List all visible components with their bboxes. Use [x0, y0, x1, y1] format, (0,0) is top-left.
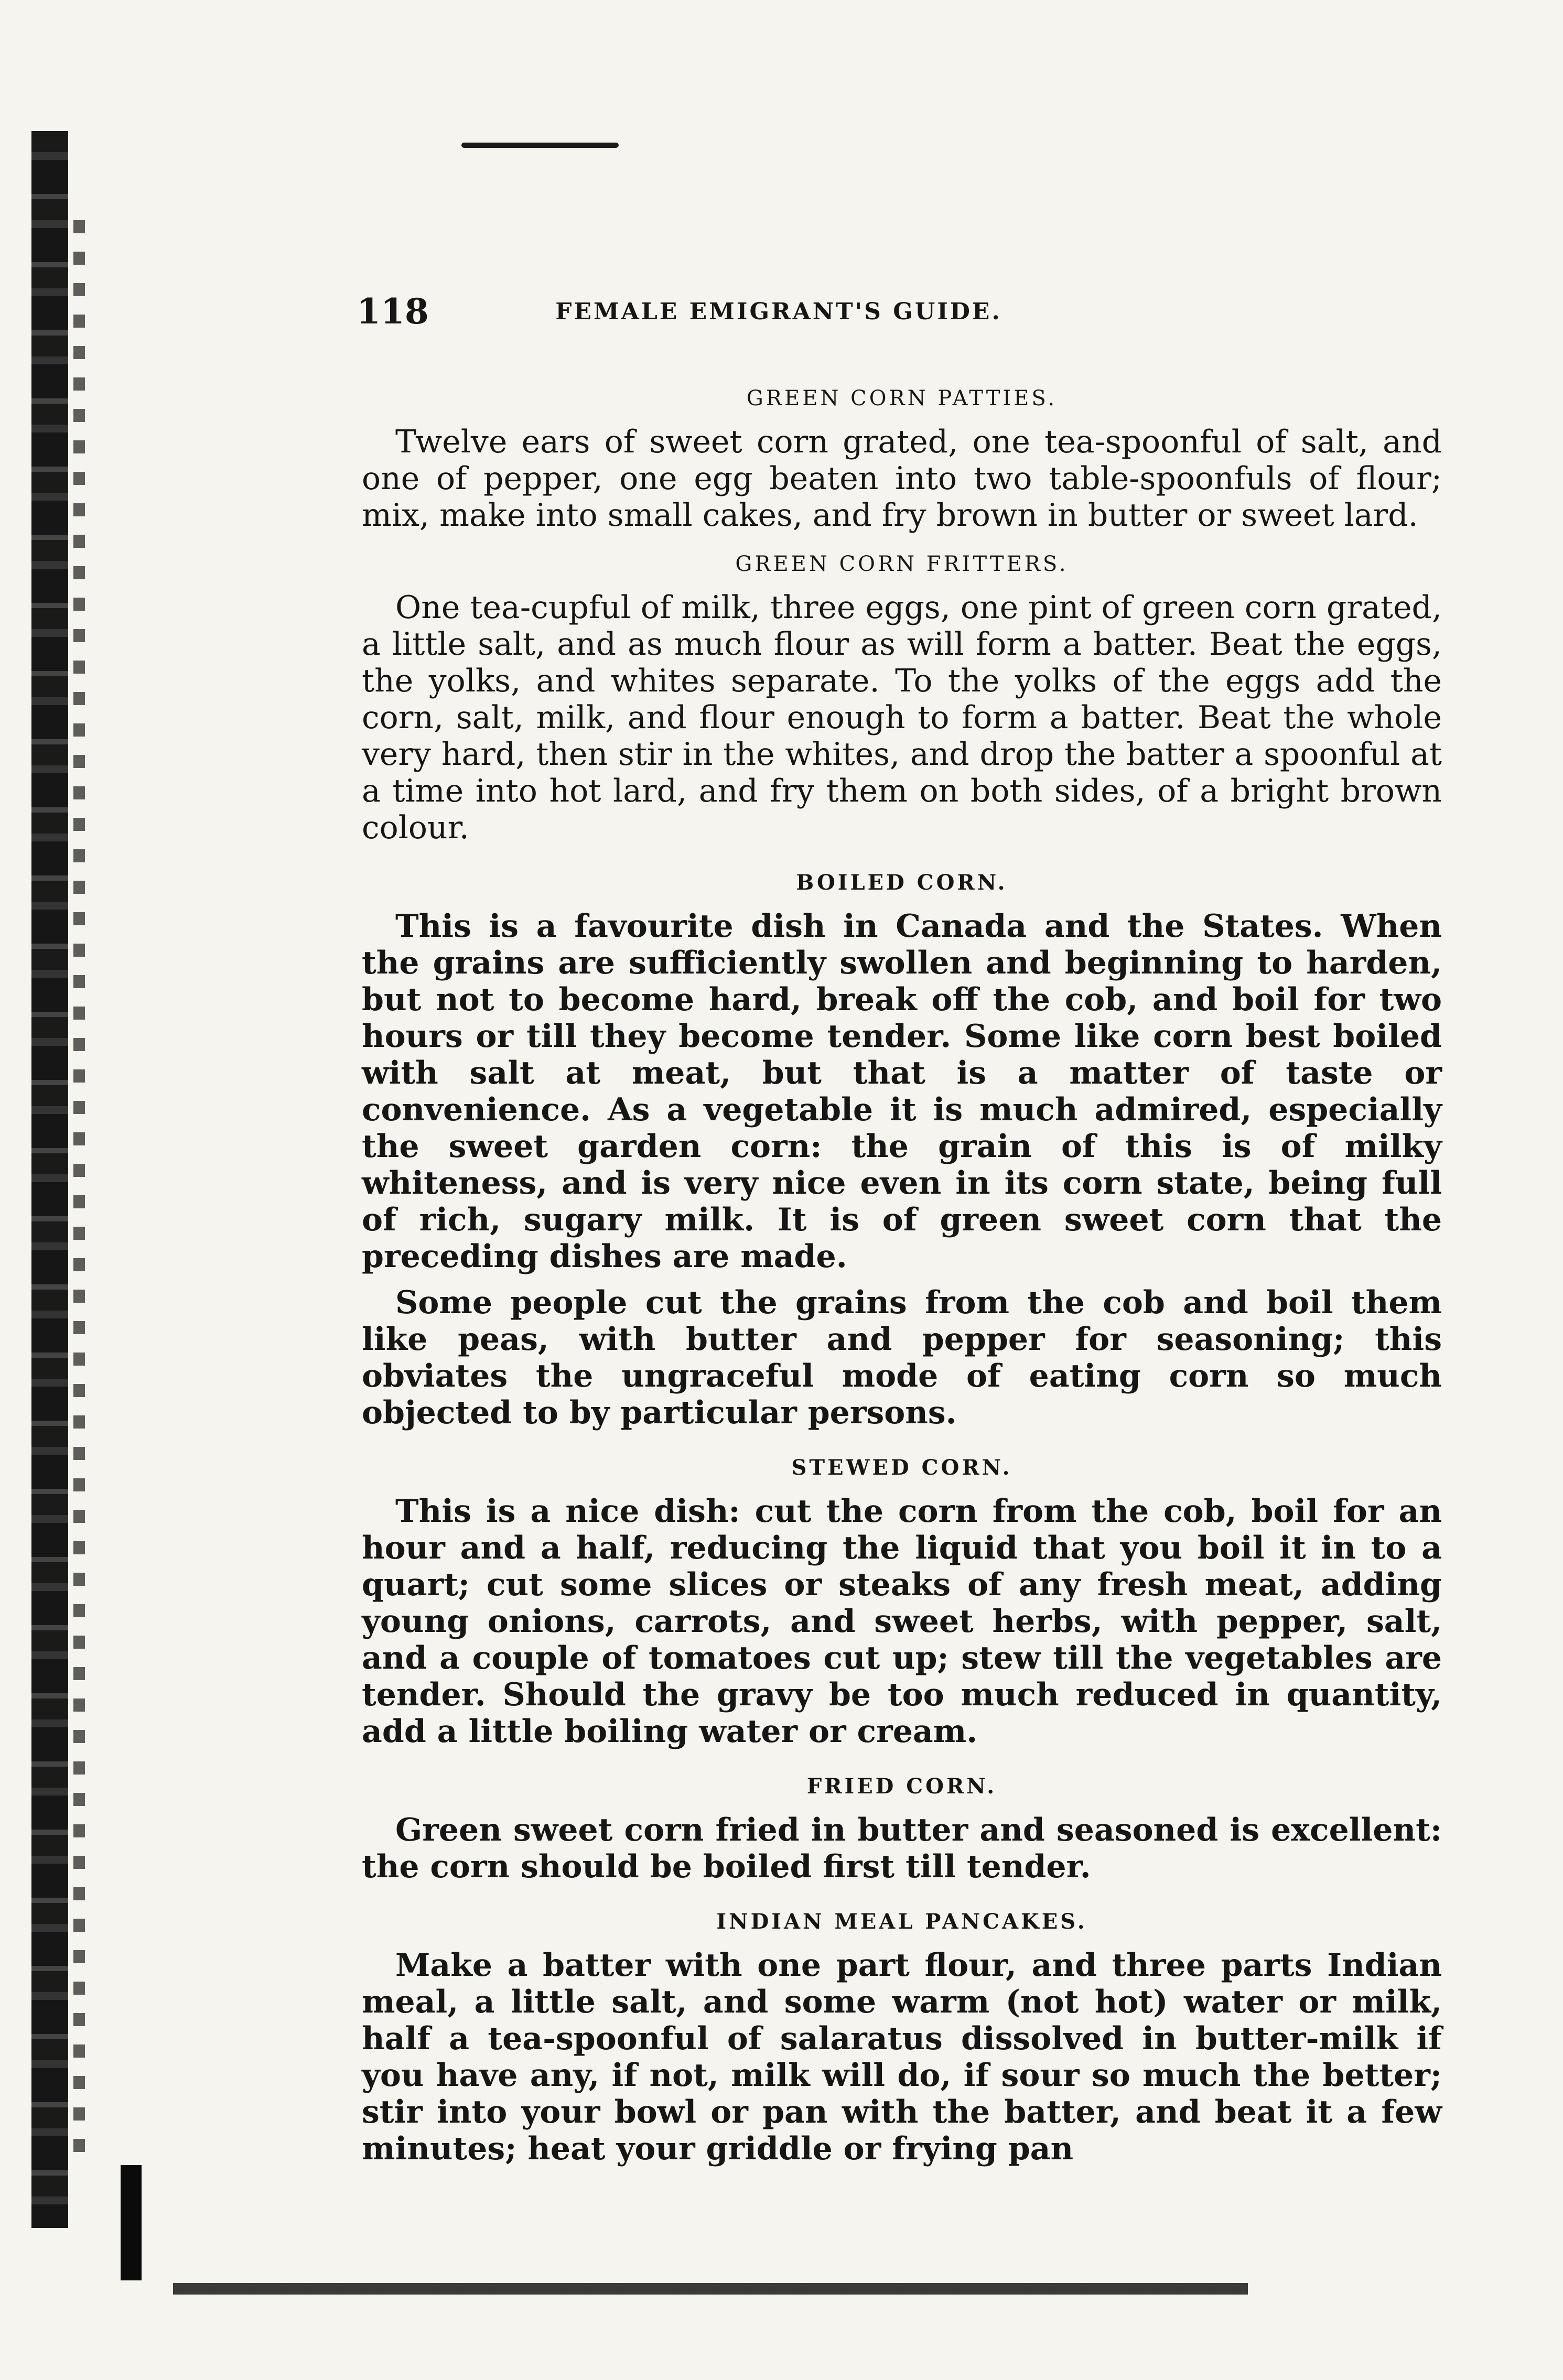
section-title-fried-corn: FRIED CORN.: [806, 1774, 997, 1799]
binding-edge-block: [121, 2165, 142, 2280]
paragraph-boiled-corn-2: Some people cut the grains from the cob and boil them like peas, with butter and pepper for seasoning; this obviates the ungraceful mode of eating corn so much objected to by particular persons.: [362, 1284, 1442, 1431]
page-body: [362, 383, 1442, 2167]
section-title-stewed-corn: STEWED CORN.: [791, 1455, 1012, 1480]
paragraph-green-corn-fritters: One tea-cupful of milk, three eggs, one pint of green corn grated, a little salt, and as much flour as will form a batter. Beat the eggs, the yolks, and whites separate. To the yolks of the eggs add the corn, salt, milk, and flour enough to form a batter. Beat the whole very hard, then stir in the whites, and drop the batter a spoonful at a time into hot lard, and fry them on both sides, of a bright brown colour.: [362, 589, 1442, 846]
running-title: FEMALE EMIGRANT'S GUIDE.: [555, 298, 1002, 325]
section-title-indian-meal-pancakes: INDIAN MEAL PANCAKES.: [716, 1909, 1087, 1934]
top-ornament-rule: [461, 143, 619, 148]
paragraph-indian-meal-pancakes: Make a batter with one part flour, and three parts Indian meal, a little salt, and some warm (not hot) water or milk, half a tea-spoonful of salaratus dissolved in butter-milk if you have any, if not, milk will do, if sour so much the better; stir into your bowl or pan with the batter, and beat it a few minutes; heat your griddle or frying pan: [362, 1947, 1442, 2167]
section-title-boiled-corn: BOILED CORN.: [796, 870, 1008, 895]
paragraph-green-corn-patties: Twelve ears of sweet corn grated, one tea-spoonful of salt, and one of pepper, one egg beaten into two table-spoonfuls of flour; mix, make into small cakes, and fry brown in butter or sweet lard.: [362, 424, 1442, 534]
page-header: [357, 291, 1201, 338]
binding-edge-streak: [73, 220, 85, 2160]
bottom-scan-rule: [173, 2283, 1248, 2304]
section-title-green-corn-patties: GREEN CORN PATTIES.: [746, 386, 1058, 410]
paragraph-stewed-corn: This is a nice dish: cut the corn from the cob, boil for an hour and a half, reducing the liquid that you boil it in to a quart; cut some slices or steaks of any fresh meat, adding young onions, carrots, and sweet herbs, with pepper, salt, and a couple of tomatoes cut up; stew till the vegetables are tender. Should the gravy be too much reduced in quantity, add a little boiling water or cream.: [362, 1493, 1442, 1750]
section-title-green-corn-fritters: GREEN CORN FRITTERS.: [735, 552, 1069, 576]
page-number: 118: [357, 291, 429, 332]
paragraph-boiled-corn-1: This is a favourite dish in Canada and the States. When the grains are sufficiently swollen and beginning to harden, but not to become hard, break off the cob, and boil for two hours or till they become tender. Some like corn best boiled with salt at meat, but that is a matter of taste or convenience. As a vegetable it is much admired, especially the sweet garden corn: the grain of this is of milky whiteness, and is very nice even in its corn state, being full of rich, sugary milk. It is of green sweet corn that the preceding dishes are made.: [362, 908, 1442, 1275]
paragraph-fried-corn: Green sweet corn fried in butter and seasoned is excellent: the corn should be boiled first till tender.: [362, 1812, 1442, 1885]
binding-edge-shadow: [31, 131, 68, 2228]
